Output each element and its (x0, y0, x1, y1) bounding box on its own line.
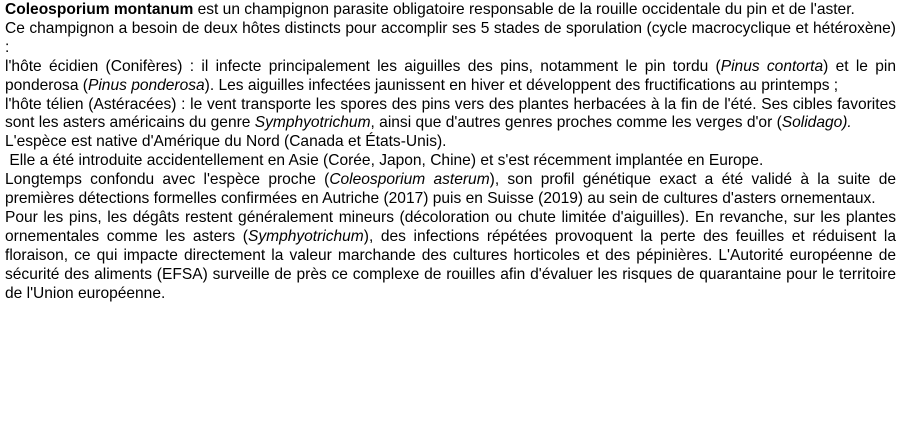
species-name: Coleosporium montanum (5, 1, 194, 18)
genetics-text-a: Longtemps confondu avec l'espèce proche ( (5, 171, 330, 189)
species-pinus-ponderosa: Pinus ponderosa (87, 76, 205, 94)
paragraph-hosts (5, 20, 896, 58)
paragraph-damage (5, 209, 896, 304)
genus-solidago: Solidago). (781, 114, 852, 132)
aecial-text-c: ). Les aiguilles infectées jaunissent en hiver et développent des fructifications au printemps ; (204, 76, 839, 94)
species-pinus-contorta: Pinus contorta (720, 57, 824, 75)
native-text: L'espèce est native d'Amérique du Nord (Canada et États-Unis). (5, 133, 447, 151)
telial-text-b: , ainsi que d'autres genres proches comme les verges d'or ( (370, 114, 782, 132)
damage-text-b: ), des infections répétées provoquent la perte des feuilles et réduisent la floraison, ce qui impacte directement la valeur marchande des cultures horticoles et des pépinières. L'Autorité européenne de sécurité des aliments (EFSA) surveille de près ce complexe de rouilles afin d'évaluer les risques de quarantaine pour le territoire de l'Union européenne. (5, 227, 896, 302)
paragraph-native (5, 133, 896, 152)
genus-symphyotrichum-2: Symphyotrichum (247, 227, 364, 245)
intro-text: est un champignon parasite obligatoire responsable de la rouille occidentale du pin et de l'aster. (193, 1, 855, 18)
genetics-text-b: ), son profil génétique exact a été validé à la suite de premières détections formelles confirmées en Autriche (2017) puis en Suisse (2019) au sein de cultures d'asters ornementaux. (5, 171, 896, 208)
telial-text-a: l'hôte télien (Astéracées) : le vent transporte les spores des pins vers des plantes herbacées à la fin de l'été. Ses cibles favorites sont les asters américains du genre (5, 95, 896, 132)
damage-text-a: Pour les pins, les dégâts restent généralement mineurs (décoloration ou chute limitée d'aiguilles). En revanche, sur les plantes ornementales comme les asters ( (5, 208, 896, 245)
genus-symphyotrichum: Symphyotrichum (254, 114, 371, 132)
aecial-text-b: ) et le pin ponderosa ( (5, 57, 896, 94)
paragraph-telial-host (5, 96, 896, 134)
species-coleosporium-asterum: Coleosporium asterum (329, 171, 490, 189)
paragraph-intro (5, 1, 896, 20)
aecial-text-a: l'hôte écidien (Conifères) : il infecte principalement les aiguilles des pins, notamment le pin tordu ( (5, 57, 721, 75)
paragraph-aecial-host (5, 58, 896, 96)
paragraph-genetics (5, 171, 896, 209)
introduction-text: Elle a été introduite accidentellement en Asie (Corée, Japon, Chine) et s'est récemment implantée en Europe. (5, 152, 764, 170)
hosts-text: Ce champignon a besoin de deux hôtes distincts pour accomplir ses 5 stades de sporulation (cycle macrocyclique et hétéroxène) : (5, 19, 896, 56)
paragraph-introduction (5, 152, 896, 171)
